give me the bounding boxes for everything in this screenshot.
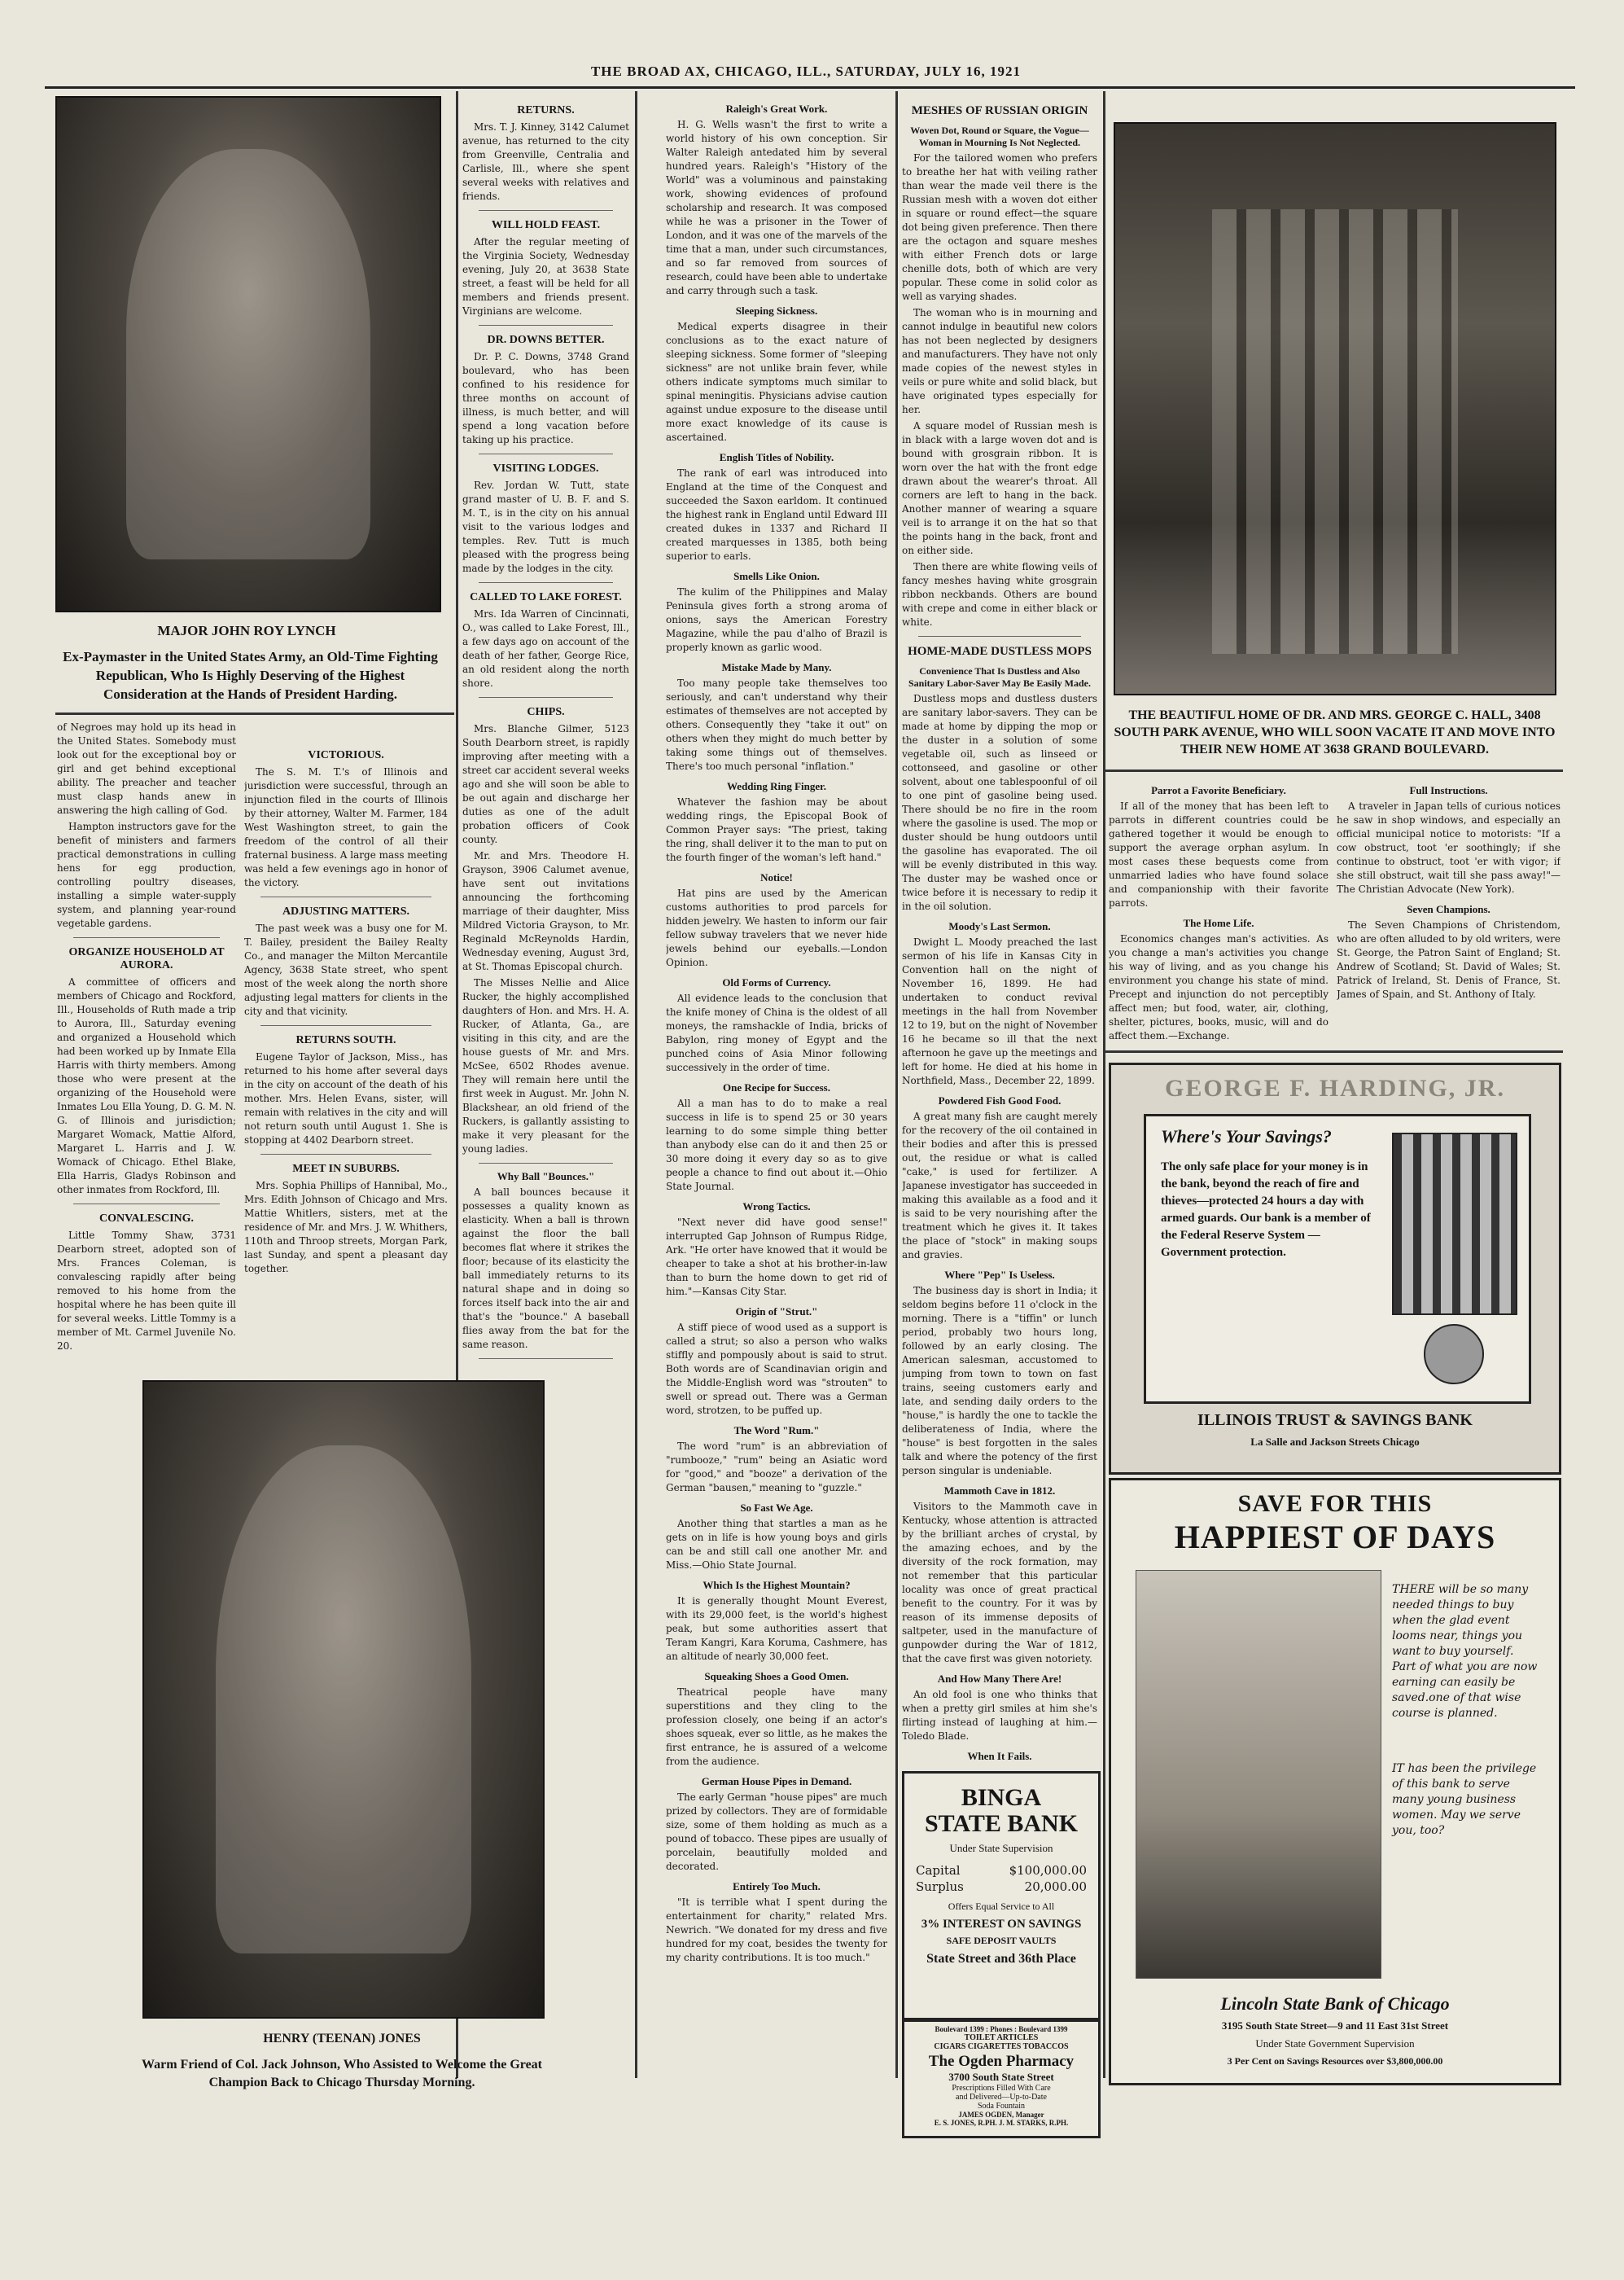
ad-bank-name: Lincoln State Bank of Chicago xyxy=(1220,1993,1450,2014)
article-headline: Where "Pep" Is Useless. xyxy=(944,1269,1055,1281)
article-headline: Why Ball "Bounces." xyxy=(497,1170,595,1182)
article-headline: When It Fails. xyxy=(967,1750,1032,1762)
article-text: A square model of Russian mesh is in black with a large woven dot and is bound with grosgrain ribbon. It is worn over the hat with the front edge drawn about the wearer's throat. All corners are left to hang in the back. Another manner of wearing a square veil is to arrange it on the hat so that the points hang in the back, front and on either side. xyxy=(902,420,1097,556)
ad-lincoln-state-bank xyxy=(1109,1478,1561,2085)
article-headline: Squeaking Shoes a Good Omen. xyxy=(704,1670,849,1682)
article-text: "It is terrible what I spent during the entertainment for charity," related Mrs. Newrich. "We donated for my dress and five hundred for my coat, besides the twenty for my charity contributions. It is too much." xyxy=(666,1896,887,1963)
article-text: The rank of earl was introduced into England at the time of the Conquest and succeeded the Saxon earldom. It continued the highest rank in England until Edward III created dukes in 1337 and Richard II created marquesses in 1385, both being superior to earls. xyxy=(666,467,887,562)
article-headline: HOME-MADE DUSTLESS MOPS xyxy=(908,645,1092,658)
article-headline: Parrot a Favorite Beneficiary. xyxy=(1151,784,1286,796)
article-text: A ball bounces because it possesses a quality known as elasticity. When a ball is thrown against the floor the ball becomes flat where it strikes the floor; because of its elasticity the ball immediately returns to its natural shape and in doing so forces itself back into the air and that's the "bounce." A baseball flies away from the bat for the same reason. xyxy=(462,1186,629,1350)
ad-line: CIGARS CIGARETTES TOBACCOS xyxy=(934,2042,1069,2051)
ad-bank-name: ILLINOIS TRUST & SAVINGS BANK xyxy=(1197,1411,1473,1429)
ad-line: TOILET ARTICLES xyxy=(964,2033,1039,2042)
article-text: The past week was a busy one for M. T. Bailey, president the Bailey Realty Co., and manager the Milton Mercantile Agency, 3638 State street, who spent most of the week along the north shore adjusting legal matters for clients in the city and that vicinity. xyxy=(244,923,448,1017)
article-headline: Entirely Too Much. xyxy=(733,1880,821,1892)
article-text: A stiff piece of wood used as a support is called a strut; so also a person who walks stiffly and pompously about is said to strut. Both words are of Scandinavian origin and the Middle-English word was "strouten" to swell or spread out. There was a German word, strotzen, to be puffed up. xyxy=(666,1322,887,1416)
article-headline: WILL HOLD FEAST. xyxy=(491,219,601,231)
article-text: All a man has to do to make a real success in life is to spend 25 or 30 years learning to do some simple thing better than anybody else can do it and then 25 or 30 more doing it every day so as to give people a chance to find out about it.—Ohio State Journal. xyxy=(666,1098,887,1192)
ad-title: Where's Your Savings? xyxy=(1161,1126,1332,1147)
ad-ogden-pharmacy xyxy=(902,2019,1101,2138)
article-text: Then there are white flowing veils of fancy meshes having white grosgrain ribbon neckbands. Others are bound with crepe and come in either black or white. xyxy=(902,561,1097,628)
portrait-photo-lynch xyxy=(55,96,441,612)
ad-line: E. S. JONES, R.PH. J. M. STARKS, R.PH. xyxy=(934,2119,1069,2127)
article-text: It is generally thought Mount Everest, with its 29,000 feet, is the world's highest peak, but some authorities assert that Teram Kangri, Kara Koruma, Cashmere, has an altitude of nearly 30,000 feet. xyxy=(666,1595,887,1662)
ad-line: Soda Fountain xyxy=(977,2102,1026,2111)
ad-copy: THERE will be so many needed things to buy when the glad event looms near, things you want to buy yourself. Part of what you are now earning can easily be saved.one of that wise course is planned. xyxy=(1392,1583,1538,1720)
article-headline: English Titles of Nobility. xyxy=(719,451,834,463)
article-text: Theatrical people have many superstitions and they cling to the profession closely, one being if an actor's shoes squeak, ever so little, as he makes the first entrance, he is assured of a welcome from the audience. xyxy=(666,1686,887,1767)
article-text: Medical experts disagree in their conclusions as to the exact nature of sleeping sickness. Some former of "sleeping sickness" are not unlike brain fever, while others indicate symptoms much similar to spinal meningitis. Physicians advise caution against undue exposure to the disease until more exact knowledge of its cause is ascertained. xyxy=(666,321,887,443)
article-text: Hat pins are used by the American customs authorities to prod parcels for hidden jewelry. We hasten to inform our fair fellow subway travelers that we never hide jewels behind our eyeballs.—London Opinion. xyxy=(666,888,887,968)
article-text: The Misses Nellie and Alice Rucker, the highly accomplished daughters of Hon. and Mrs. H. A. Rucker, of Atlanta, Ga., are visiting in this city, and are the house guests of Mr. and Mrs. McSee, 6502 Rhodes avenue. They will remain here until the first week in August. Mr. John N. Blackshear, an old friend of the Ruckers, is gallantly assisting to make it very pleasant for the young ladies. xyxy=(462,977,629,1155)
article-text: The S. M. T.'s of Illinois and jurisdiction were successful, through an injunction filed in the courts of Illinois by their attorney, Walter M. Farmer, 184 West Washington street, to gain the freedom of the control of all their fraternal business. A large mass meeting was held a few evenings ago in honor of the victory. xyxy=(244,766,448,888)
article-headline: Origin of "Strut." xyxy=(735,1305,818,1318)
ad-line: Under State Government Supervision xyxy=(1255,2037,1415,2050)
eagle-emblem-icon xyxy=(1424,1324,1484,1384)
article-headline: ORGANIZE HOUSEHOLD AT AURORA. xyxy=(68,946,225,971)
column-1b xyxy=(244,741,448,1458)
ad-line: Boulevard 1399 : Phones : Boulevard 1399 xyxy=(935,2025,1068,2033)
column-3 xyxy=(666,96,887,2075)
article-headline: DR. DOWNS BETTER. xyxy=(487,334,605,346)
article-headline: Sleeping Sickness. xyxy=(735,305,818,317)
masthead: THE BROAD AX, CHICAGO, ILL., SATURDAY, JULY 16, 1921 xyxy=(590,64,1022,79)
caption-lynch: MAJOR JOHN ROY LYNCH xyxy=(157,623,336,638)
article-text: Another thing that startles a man as he gets on in life is how young boys and girls can be and still call one another Mr. and Miss.—Ohio State Journal. xyxy=(666,1518,887,1571)
column-5b xyxy=(1337,778,1561,1046)
ad-line: Under State Supervision xyxy=(949,1842,1053,1854)
portrait-photo-jones xyxy=(142,1380,545,2019)
article-headline: CHIPS. xyxy=(527,706,565,718)
article-text: Little Tommy Shaw, 3731 Dearborn street, adopted son of Mrs. Frances Coleman, is convalescing rapidly after being removed to his home from the hospital where he has been quite ill for several weeks. Little Tommy is a member of Mt. Carmel Juvenile No. 20. xyxy=(57,1230,236,1352)
article-text: Rev. Jordan W. Tutt, state grand master of U. B. F. and S. M. T., is in the city on his annual visit to the various lodges and temples. Rev. Tutt is much pleased with the progress being made by the lodges in the city. xyxy=(462,480,629,574)
ad-title: The Ogden Pharmacy xyxy=(928,2053,1075,2070)
article-text: The kulim of the Philippines and Malay Peninsula gives forth a strong aroma of onions, says the American Forestry Magazine, while the pau d'alho of Brazil is properly known as garlic wood. xyxy=(666,586,887,653)
section-rule xyxy=(1105,770,1563,772)
article-headline: CALLED TO LAKE FOREST. xyxy=(470,591,622,603)
article-headline: Notice! xyxy=(760,871,793,884)
article-text: Eugene Taylor of Jackson, Miss., has returned to his home after several days in the city on account of the death of his mother. Mrs. Helen Evans, sister, will remain with relatives in the city and will not return south until August 1. She is stopping at 4402 Dearborn street. xyxy=(244,1051,448,1146)
article-headline: Seven Champions. xyxy=(1407,903,1490,915)
bank-building-illustration xyxy=(1392,1133,1517,1315)
house-caption: THE BEAUTIFUL HOME OF DR. AND MRS. GEORGE C. HALL, 3408 SOUTH PARK AVENUE, WHO WILL SOON VACATE IT AND MOVE INTO THEIR NEW HOME AT 3638 GRAND BOULEVARD. xyxy=(1114,708,1556,756)
house-photo xyxy=(1114,122,1556,695)
article-headline: CONVALESCING. xyxy=(98,1212,195,1225)
ad-copy: IT has been the privilege of this bank to serve many young business women. May we serve you, too? xyxy=(1392,1762,1537,1837)
article-headline: The Home Life. xyxy=(1183,917,1254,929)
article-text: An old fool is one who thinks that when a pretty girl smiles at him she's flirting instead of laughing at him.—Toledo Blade. xyxy=(902,1689,1097,1742)
article-headline: VICTORIOUS. xyxy=(308,749,384,761)
article-text: Too many people take themselves too seriously, and can't understand why their estimates of themselves are not accepted by others. Consequently they "take it out" on others when they might do much better by taking some things out of themselves. There's too much personal "inflation." xyxy=(666,677,887,772)
article-text: For the tailored women who prefers to breathe her hat with veiling rather than wear the made veil there is the Russian mesh with a woven dot either in square or round effect—the square dot being given preference. Then there are the octagon and square meshes with either French dots or large chenille dots, both of which are very popular. These come in solid color as well as varying shades. xyxy=(902,152,1097,302)
ad-line: Offers Equal Service to All xyxy=(948,1901,1055,1912)
article-headline: Old Forms of Currency. xyxy=(722,976,831,989)
ad-line: $100,000.00 xyxy=(1009,1863,1087,1878)
ad-line: Capital xyxy=(916,1863,961,1878)
caption-jones: HENRY (TEENAN) JONES xyxy=(263,2032,421,2045)
column-rule xyxy=(895,91,898,2078)
ad-line: State Street and 36th Place xyxy=(926,1952,1076,1966)
ad-illinois-trust xyxy=(1109,1063,1561,1475)
section-rule xyxy=(55,712,454,715)
ad-line: 3700 South State Street xyxy=(948,2071,1054,2083)
ad-address: La Salle and Jackson Streets Chicago xyxy=(1250,1436,1420,1448)
article-text: Mrs. Blanche Gilmer, 5123 South Dearborn street, is rapidly improving after meeting with a street car accident several weeks ago and she will soon be able to be out again and discharge her duties as one of the adult probation officers of Cook county. xyxy=(462,723,629,845)
article-text: Mrs. T. J. Kinney, 3142 Calumet avenue, has returned to the city from Greenville, Centralia and Carlisle, Ill., where she spent several weeks with relatives and friends. xyxy=(462,121,629,202)
article-text: "Next never did have good sense!" interrupted Gap Johnson of Rumpus Ridge, Ark. "He orter have knowed that it would be cheaper to take a shot at his brother-in-law than to burn the home down to get rid of him."—Kansas City Star. xyxy=(666,1217,887,1297)
column-4 xyxy=(902,96,1097,1765)
article-headline: The Word "Rum." xyxy=(733,1424,820,1436)
article-headline: Full Instructions. xyxy=(1409,784,1488,796)
article-headline: Smells Like Onion. xyxy=(733,570,820,582)
article-headline: Mistake Made by Many. xyxy=(721,661,832,673)
article-text: All evidence leads to the conclusion that the knife money of China is the oldest of all moneys, the ramshackle of India, bricks of Babylon, ring money of Egypt and the punched coins of Asia Minor following successively in the order of time. xyxy=(666,993,887,1073)
article-text: If all of the money that has been left to parrots in different countries could be gathered together it would be enough to support the average orphan asylum. In most cases these bequests come from unmarried ladies who have found solace and companionship with their favorite parrots. xyxy=(1109,800,1329,909)
article-text: Mrs. Sophia Phillips of Hannibal, Mo., Mrs. Edith Johnson of Chicago and Mrs. Mattie Whitlers, sisters, met at the residence of Mr. and Mrs. J. W. Whithers, 110th and Throop streets, Morgan Park, last Sunday, and spent a pleasant day together. xyxy=(244,1180,448,1274)
article-text: of Negroes may hold up its head in the United States. Somebody must look out for the exceptional boy or girl and get behind exceptional ability. The preacher and teacher must clasp hands anew in answering the high calling of God. xyxy=(57,721,236,816)
masthead-rule xyxy=(45,86,1575,89)
article-text: Dustless mops and dustless dusters are sanitary labor-savers. They can be made at home by dipping the mop or the duster in a solution of some vegetable oil, such as linseed or cottonseed, and gasoline or other solvent, about one tablespoonful of oil to one pint of gasoline being used. There should be no fire in the room where the gasoline is used. The mop or duster should be hung outdoors until the gasoline has evaporated. The oil will be evenly distributed in this way. The duster may be washed once or twice before it is necessary to redip it in the oil solution. xyxy=(902,693,1097,912)
caption-jones-sub: Warm Friend of Col. Jack Johnson, Who Assisted to Welcome the Great Champion Back to Chicago Thursday Morning. xyxy=(142,2058,542,2089)
article-text: Whatever the fashion may be about wedding rings, the Episcopal Book of Common Prayer says: "The priest, taking the ring, shall deliver it to the man to put on the fourth finger of the woman's left hand." xyxy=(666,796,887,863)
ad-line: 3% INTEREST ON SAVINGS xyxy=(921,1918,1082,1931)
article-text: The Seven Champions of Christendom, who are often alluded to by old writers, were St. George, the Patron Saint of England; St. Andrew of Scotland; St. David of Wales; St. Patrick of Ireland, St. Denis of France, St. James of Spain, and St. Anthony of Italy. xyxy=(1337,919,1561,1000)
article-headline: Wedding Ring Finger. xyxy=(727,780,826,792)
article-headline: And How Many There Are! xyxy=(937,1673,1062,1685)
article-headline: Moody's Last Sermon. xyxy=(948,920,1051,932)
caption-lynch-sub: Ex-Paymaster in the United States Army, an Old-Time Fighting Republican, Who Is Highly Deserving of the Highest Consideration at the Hands of President Harding. xyxy=(63,649,438,702)
ad-title: SAVE FOR THIS xyxy=(1237,1490,1433,1517)
article-subhead: Convenience That Is Dustless and Also Sanitary Labor-Saver May Be Easily Made. xyxy=(908,665,1091,689)
ad-line: Surplus xyxy=(916,1879,964,1894)
article-text: Mr. and Mrs. Theodore H. Grayson, 3906 Calumet avenue, have sent out invitations announcing the forthcoming marriage of their daughter, Miss Mildred Victoria Grayson, to Mr. Reginald McReynolds Hardin, Wednesday evening, August 3rd, at St. Thomas Episcopal church. xyxy=(462,850,629,972)
ad-title: HAPPIEST OF DAYS xyxy=(1174,1519,1496,1555)
column-1a xyxy=(57,721,236,1454)
article-headline: German House Pipes in Demand. xyxy=(701,1775,852,1787)
article-headline: So Fast We Age. xyxy=(740,1502,813,1514)
article-text: The woman who is in mourning and cannot indulge in beautiful new colors has not been neglected by designers and manufacturers. They have not only made copies of the newest styles in veils or pure white and solid black, but have originated types especially for her. xyxy=(902,307,1097,415)
article-text: Economics changes man's activities. As you change a man's activities you change his way of living, and as you change his environment you change his state of mind. Precept and injunction do not perceptibly affect men; but food, water, air, clothing, shelter, pictures, books, music, will and do affect them.—Exchange. xyxy=(1109,933,1329,1041)
article-headline: Wrong Tactics. xyxy=(742,1200,811,1212)
article-headline: Mammoth Cave in 1812. xyxy=(943,1484,1056,1497)
column-rule xyxy=(1103,91,1105,2078)
column-rule xyxy=(635,91,637,2078)
article-headline: MESHES OF RUSSIAN ORIGIN xyxy=(911,104,1088,117)
article-headline: MEET IN SUBURBS. xyxy=(292,1163,400,1175)
ad-binga-state-bank xyxy=(902,1771,1101,2020)
article-text: Dwight L. Moody preached the last sermon of his life in Kansas City in Convention hall on the night of November 16, 1899. He had undertaken to conduct revival meetings in the hall from November 12 to 19, but on the night of November 16 he became so ill that the next afternoon he gave up the meetings and left for home. He died at his home in Northfield, Mass., December 22, 1899. xyxy=(902,936,1097,1086)
article-text: A committee of officers and members of Chicago and Rockford, Ill., Households of Ruth made a trip to Aurora, Ill., Saturday evening and organized a Household which had been worked up by Inmate Ella Harris with thirty members. Among those who were present at the organizing of the Household were Inmates Lou Ella Young, D. G. M. N. G. of Illinois and jurisdiction; Margaret Womack, Mattie Alford, Margaret L. Harris and J. W. Womack of Chicago. Ethel Blake, Ella Harris, Gladys Robinson and other inmates from Rockford, Ill. xyxy=(57,976,236,1195)
ad-body: The only safe place for your money is in the bank, beyond the reach of fire and thieves—protected 24 hours a day with armed guards. Our bank is a member of the Federal Reserve System — Government protection. xyxy=(1161,1160,1371,1259)
article-text: A traveler in Japan tells of curious notices he saw in shop windows, and especially an official municipal notice to motorists: "If a cow obstruct, toot 'er soothingly; if she continue to obstruct, toot 'er with vigor; if she still obstruct, wait till she pass away!"—The Christian Advocate (New York). xyxy=(1337,800,1561,895)
article-headline: Powdered Fish Good Food. xyxy=(938,1094,1062,1107)
bride-illustration xyxy=(1136,1570,1381,1979)
article-text: Dr. P. C. Downs, 3748 Grand boulevard, who has been confined to his residence for three months on account of illness, is much better, and will spend a long vacation before taking up his practice. xyxy=(462,351,629,445)
ad-line: 20,000.00 xyxy=(1024,1879,1087,1894)
ad-line: and Delivered—Up-to-Date xyxy=(956,2093,1047,2102)
article-text: The early German "house pipes" are much prized by collectors. They are of formidable size, some of them holding as much as a pound of tobacco. These pipes are usually of porcelain, beautifully molded and decorated. xyxy=(666,1791,887,1872)
article-text: After the regular meeting of the Virginia Society, Wednesday evening, July 20, at 3638 State street, a feast will be held for all members and friends present. Virginians are welcome. xyxy=(462,236,629,317)
article-headline: One Recipe for Success. xyxy=(723,1081,830,1094)
article-subhead: Woven Dot, Round or Square, the Vogue—Woman in Mourning Is Not Neglected. xyxy=(910,125,1089,148)
article-text: A great many fish are caught merely for the recovery of the oil contained in their bodies and after this is pressed out, the residue or what is called "cake," is used for fertilizer. A Japanese investigator has succeeded in making this available as a food and it is said to be very nourishing after the treatment which he gives it. It takes the place of "stock" in making soups and gravies. xyxy=(902,1111,1097,1261)
article-headline: Raleigh's Great Work. xyxy=(725,103,828,115)
article-headline: Which Is the Highest Mountain? xyxy=(703,1579,851,1591)
ad-banner: GEORGE F. HARDING, JR. xyxy=(1165,1075,1505,1102)
article-headline: RETURNS SOUTH. xyxy=(295,1034,396,1046)
ad-line: Prescriptions Filled With Care xyxy=(952,2084,1051,2093)
article-text: Mrs. Ida Warren of Cincinnati, O., was called to Lake Forest, Ill., a few days ago on account of the death of her father, George Rice, an old resident along the north shore. xyxy=(462,608,629,689)
article-headline: ADJUSTING MATTERS. xyxy=(282,905,410,918)
section-rule xyxy=(1105,1050,1563,1053)
article-text: Hampton instructors gave for the benefit of ministers and farmers practical demonstrations in culling hens for egg production, controlling poultry diseases, installing a simple water-supply system, and planning year-round vegetable gardens. xyxy=(57,821,236,929)
article-headline: VISITING LODGES. xyxy=(492,463,599,475)
article-text: The business day is short in India; it seldom begins before 11 o'clock in the morning. There is a "tiffin" or lunch period, probably two hours long, followed by an early closing. The American salesman, accustomed to jumping from town to town on fast trains, seeing customers early and late, and sending daily orders to the "house," is hardly the one to tackle the deliberateness of India, where the "house" is best forgotten in the sales talk and where the potency of the first person singular is undeniable. xyxy=(902,1285,1097,1476)
column-5a xyxy=(1109,778,1329,1046)
ad-line: SAFE DEPOSIT VAULTS xyxy=(946,1935,1057,1946)
article-headline: RETURNS. xyxy=(517,104,575,116)
article-text: The word "rum" is an abbreviation of "rumbooze," "rum" being an Asiatic word for "good," and "booze" a derivation of the German "bausen," meaning to "guzzle." xyxy=(666,1440,887,1493)
article-text: Visitors to the Mammoth cave in Kentucky, whose attention is attracted by the brilliant arches of crystal, by the amazing echoes, and by the diversity of the rock formation, may not remember that this particular locality was once of great practical benefit to the country. For it was by reason of its immense deposits of saltpeter, used in the manufacture of gunpowder during the War of 1812, that the cave first was given notoriety. xyxy=(902,1501,1097,1664)
ad-line: 3 Per Cent on Savings Resources over $3,800,000.00 xyxy=(1227,2055,1443,2067)
column-2 xyxy=(462,96,629,1366)
ad-title: BINGA STATE BANK xyxy=(924,1784,1079,1837)
article-text: H. G. Wells wasn't the first to write a world history of his own conception. Sir Walter Raleigh antedated him by several hundred years. Raleigh's "History of the World" was a voluminous and painstaking work, showing evidences of profound scholarship and research. It was composed while he was a prisoner in the Tower of London, and it was one of the marvels of the time that a man, under such circumstances, and so far removed from sources of research, could have been able to undertake and carry through such a task. xyxy=(666,119,887,296)
ad-line: JAMES OGDEN, Manager xyxy=(958,2111,1044,2119)
ad-address: 3195 South State Street—9 and 11 East 31st Street xyxy=(1221,2019,1449,2032)
